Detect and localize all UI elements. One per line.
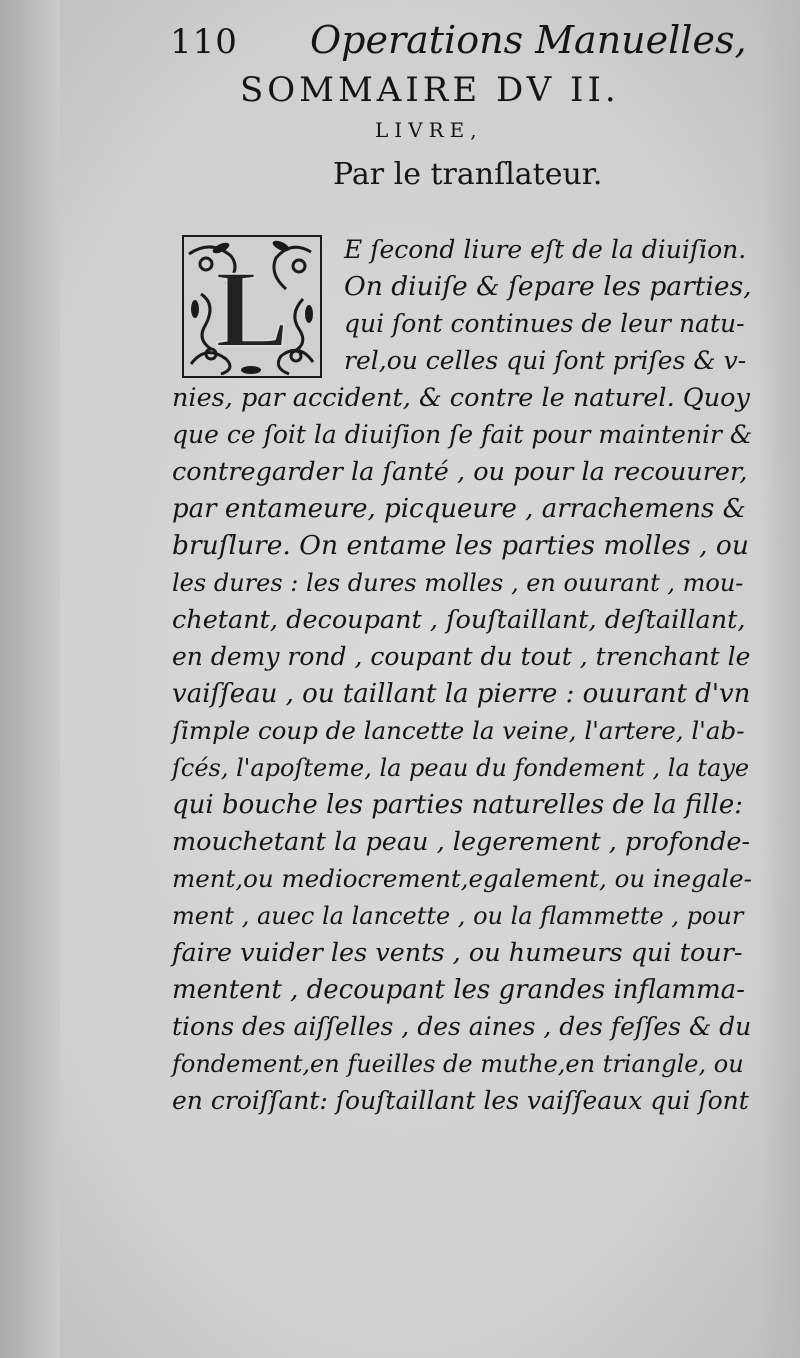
body-line: nies, par accident, & contre le naturel. Quoy: [172, 383, 750, 413]
body-line: ſcés, l'apoſteme, la peau du fondement , la taye: [172, 754, 750, 782]
body-line: contregarder la ſanté , ou pour la recouurer,: [172, 457, 748, 487]
body-line: tions des aiſſelles , des aines , des feſſes & du: [172, 1012, 752, 1041]
body-line: ſimple coup de lancette la veine, l'artere, l'ab-: [172, 716, 745, 745]
body-line: qui ſont continues de leur natu-: [344, 309, 745, 338]
body-line: fondement,en fueilles de muthe,en triangle, ou: [172, 1050, 744, 1078]
body-line: mouchetant la peau , legerement , profonde-: [172, 827, 751, 857]
body-line: E ſecond liure eſt de la diuiſion.: [344, 235, 747, 264]
body-line: les dures : les dures molles , en ouurant , mou-: [172, 569, 744, 597]
body-line: chetant, decoupant , ſouſtaillant, deſtaillant,: [172, 605, 746, 635]
page-number: 110: [170, 22, 238, 62]
body-line: que ce ſoit la diuiſion ſe fait pour maintenir &: [172, 420, 753, 449]
section-subtitle: LIVRE,: [375, 118, 483, 142]
section-byline: Par le tranſlateur.: [333, 157, 603, 192]
section-title: SOMMAIRE DV II.: [240, 70, 620, 110]
body-line: On diuiſe & ſepare les parties,: [344, 271, 752, 302]
body-line: par entameure, picqueure , arrachemens &: [172, 494, 746, 524]
initial-glyph: L: [215, 248, 289, 370]
body-line: en demy rond , coupant du tout , trenchant le: [172, 642, 751, 671]
body-line: ment , auec la lancette , ou la flammette , pour: [172, 902, 744, 930]
page-gutter-shadow: [0, 0, 60, 1358]
body-line: qui bouche les parties naturelles de la fille:: [172, 790, 743, 820]
body-line: en croiſſant: ſouſtaillant les vaiſſeaux qui ſont: [172, 1086, 749, 1115]
body-line: rel,ou celles qui ſont priſes & v-: [344, 346, 747, 375]
body-line: faire vuider les vents , ou humeurs qui tour-: [172, 938, 743, 968]
body-line: bruſlure. On entame les parties molles , ou: [172, 530, 749, 561]
body-line: mentent , decoupant les grandes inflamma-: [172, 975, 745, 1005]
body-line: ment,ou mediocrement,egalement, ou inegale-: [172, 864, 752, 893]
running-header: [170, 14, 747, 70]
decorated-initial-letter: [181, 234, 323, 379]
body-line: vaiſſeau , ou taillant la pierre : ouurant d'vn: [172, 679, 751, 709]
running-title: Operations Manuelles,: [310, 18, 747, 62]
page-edge-shadow: [760, 0, 800, 1358]
